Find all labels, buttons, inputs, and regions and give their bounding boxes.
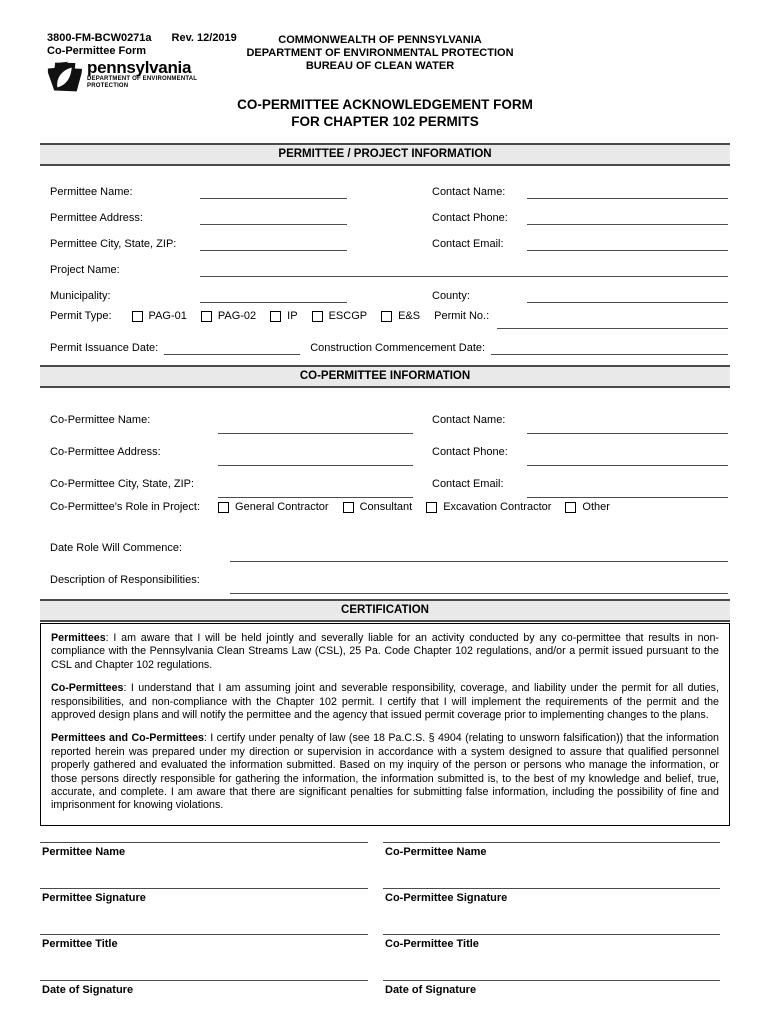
- project-name-label: Project Name:: [50, 264, 120, 276]
- checkbox-other[interactable]: [565, 502, 576, 513]
- consultant-label: Consultant: [359, 500, 413, 513]
- copermittee-city-label: Co-Permittee City, State, ZIP:: [50, 478, 195, 490]
- description-field[interactable]: [230, 591, 728, 594]
- permittee-section: [40, 173, 730, 355]
- title-line-1: CO-PERMITTEE ACKNOWLEDGEMENT FORM: [237, 97, 533, 112]
- permittee-title-label: Permittee Title: [42, 937, 118, 950]
- checkbox-excavation-contractor[interactable]: [426, 502, 437, 513]
- other-label: Other: [582, 500, 610, 513]
- copermittee-contact-email-field[interactable]: [527, 495, 728, 498]
- checkbox-escgp[interactable]: [312, 311, 323, 322]
- section-heading-permittee-project: PERMITTEE / PROJECT INFORMATION: [40, 143, 730, 166]
- checkbox-consultant[interactable]: [343, 502, 354, 513]
- permit-no-field[interactable]: [497, 326, 728, 329]
- row-date-role-commence: [40, 523, 730, 555]
- copermittee-address-field[interactable]: [218, 463, 413, 466]
- permittee-address-label: Permittee Address:: [50, 212, 143, 224]
- permittee-name-signature-line[interactable]: [40, 842, 368, 858]
- certification-paragraph-copermittees: [51, 682, 719, 722]
- form-number-line: [47, 32, 237, 45]
- logo-text: [87, 60, 197, 90]
- copermittee-section: [40, 395, 730, 587]
- option-excavation-contractor: [426, 501, 551, 514]
- copermittee-contact-name-label: Contact Name:: [432, 414, 506, 426]
- permittee-signature-line[interactable]: [40, 888, 368, 904]
- permit-issuance-date-label: Permit Issuance Date:: [50, 342, 159, 354]
- cert-text-both: : I certify under penalty of law (see 18 Pa.C.S. § 4904 (relating to unsworn falsification)) that the information reported herein was prepared under my direction or supervision in accordance with a system designed to assure that qualified personnel properly gathered and evaluated the information submitted. Based on my inquiry of the person or persons who manage the information, or those persons directly responsible for gathering the information, the information submitted is, to the best of my knowledge and belief, true, accurate, and complete. I am aware that there are significant penalties for submitting false information, including the possibility of fine and imprisonment for knowing violations.: [51, 732, 719, 812]
- permittee-city-label: Permittee City, State, ZIP:: [50, 238, 177, 250]
- municipality-field[interactable]: [200, 300, 347, 303]
- pa-keystone-leaf-icon: [47, 60, 83, 94]
- copermittee-name-label: Co-Permittee Name:: [50, 414, 151, 426]
- option-pag-01: [132, 310, 187, 323]
- date-role-commence-label: Date Role Will Commence:: [50, 542, 183, 554]
- copermittee-date-line[interactable]: [383, 980, 720, 996]
- construction-commencement-date-label: Construction Commencement Date:: [310, 342, 486, 354]
- checkbox-pag-02[interactable]: [201, 311, 212, 322]
- copermittee-contact-phone-label: Contact Phone:: [432, 446, 508, 458]
- signature-area: [40, 842, 720, 1024]
- agency-line-1: COMMONWEALTH OF PENNSYLVANIA: [278, 34, 482, 46]
- row-project-name: [40, 251, 730, 277]
- permittee-city-field[interactable]: [200, 248, 347, 251]
- option-es: [381, 310, 420, 323]
- logo-brand-text: pennsylvania: [87, 58, 192, 77]
- pa-dep-logo: [47, 60, 237, 94]
- copermittee-name-field[interactable]: [218, 431, 413, 434]
- cert-lead-copermittees: Co-Permittees: [51, 682, 124, 695]
- permittee-address-field[interactable]: [200, 222, 347, 225]
- permittee-date-line[interactable]: [40, 980, 368, 996]
- section-heading-copermittee: CO-PERMITTEE INFORMATION: [40, 365, 730, 388]
- permittee-signature-label: Permittee Signature: [42, 891, 146, 904]
- checkbox-general-contractor[interactable]: [218, 502, 229, 513]
- permittee-signature-column: [40, 842, 368, 1024]
- cert-text-copermittees: : I understand that I am assuming joint and severable responsibility, coverage, and liability under the permit for all duties, responsibilities, and non-compliance with the Chapter 102 permit. I certify that I will implement the requirements of the permit and the approved design plans and will notify the permittee and the agency that issued permit coverage prior to implementing changes to the plans.: [51, 682, 719, 722]
- option-other: [565, 501, 610, 514]
- contact-phone-label: Contact Phone:: [432, 212, 508, 224]
- checkbox-es[interactable]: [381, 311, 392, 322]
- logo-sub-text-2: PROTECTION: [87, 83, 129, 89]
- county-field[interactable]: [527, 300, 728, 303]
- copermittee-title-label: Co-Permittee Title: [385, 937, 479, 950]
- row-permit-type: [40, 303, 730, 329]
- certification-paragraph-both: [51, 732, 719, 812]
- construction-commencement-date-field[interactable]: [491, 352, 728, 355]
- copermittee-contact-email-label: Contact Email:: [432, 478, 504, 490]
- project-name-field[interactable]: [200, 274, 728, 277]
- row-permit-dates: [40, 329, 730, 355]
- certification-box: [40, 623, 730, 826]
- option-general-contractor: [218, 501, 329, 514]
- row-permittee-city: [40, 225, 730, 251]
- agency-header: [225, 34, 535, 73]
- description-label: Description of Responsibilities:: [50, 574, 200, 586]
- copermittee-signature-label: Co-Permittee Signature: [385, 891, 508, 904]
- copermittee-date-label: Date of Signature: [385, 983, 477, 996]
- permit-issuance-date-field[interactable]: [164, 352, 300, 355]
- permit-type-label: Permit Type:: [50, 309, 112, 322]
- option-ip: [270, 310, 297, 323]
- row-permittee-name: [40, 173, 730, 199]
- form-type-label: Co-Permittee Form: [47, 45, 147, 57]
- general-contractor-label: General Contractor: [235, 500, 329, 513]
- permittee-date-label: Date of Signature: [42, 983, 134, 996]
- row-municipality: [40, 277, 730, 303]
- certification-paragraph-permittees: [51, 632, 719, 672]
- permittee-name-sig-label: Permittee Name: [42, 845, 126, 858]
- permittee-contact-phone-field[interactable]: [527, 222, 728, 225]
- copermittee-signature-line[interactable]: [383, 888, 720, 904]
- permittee-name-field[interactable]: [200, 196, 347, 199]
- contact-name-label: Contact Name:: [432, 186, 506, 198]
- copermittee-address-label: Co-Permittee Address:: [50, 446, 161, 458]
- permittee-contact-email-field[interactable]: [527, 248, 728, 251]
- permittee-contact-name-field[interactable]: [527, 196, 728, 199]
- copermittee-name-signature-line[interactable]: [383, 842, 720, 858]
- contact-email-label: Contact Email:: [432, 238, 504, 250]
- title-line-2: FOR CHAPTER 102 PERMITS: [291, 114, 479, 129]
- cert-text-permittees: : I am aware that I will be held jointly and severally liable for an activity conducted by any co-permittee that results in non-compliance with the Pennsylvania Clean Streams Law (CSL), 25 Pa. Code Chapter 102 regulations, and/or a permit issued pursuant to the CSL and Chapter 102 regulations.: [51, 632, 719, 671]
- agency-line-3: BUREAU OF CLEAN WATER: [305, 60, 455, 72]
- copermittee-role-label: Co-Permittee's Role in Project:: [50, 500, 201, 513]
- cert-lead-both: Permittees and Co-Permittees: [51, 732, 204, 745]
- ip-label: IP: [287, 309, 298, 322]
- pag-02-label: PAG-02: [217, 309, 257, 322]
- copermittee-contact-phone-field[interactable]: [527, 463, 728, 466]
- row-permittee-address: [40, 199, 730, 225]
- permittee-name-label: Permittee Name:: [50, 186, 133, 198]
- escgp-label: ESCGP: [328, 309, 368, 322]
- copermittee-title-line[interactable]: [383, 934, 720, 950]
- date-role-commence-field[interactable]: [230, 559, 728, 562]
- header: [0, 0, 770, 96]
- header-left: [47, 32, 237, 94]
- permit-no-label: Permit No.:: [434, 309, 490, 322]
- option-consultant: [343, 501, 413, 514]
- permittee-title-line[interactable]: [40, 934, 368, 950]
- page-title: [0, 96, 770, 130]
- pag-01-label: PAG-01: [148, 309, 187, 322]
- municipality-label: Municipality:: [50, 290, 111, 302]
- agency-line-2: DEPARTMENT OF ENVIRONMENTAL PROTECTION: [246, 47, 514, 59]
- es-label: E&S: [398, 309, 421, 322]
- cert-lead-permittees: Permittees: [51, 632, 106, 644]
- copermittee-name-sig-label: Co-Permittee Name: [385, 845, 487, 858]
- logo-sub-text-1: DEPARTMENT OF ENVIRONMENTAL: [87, 76, 198, 82]
- checkbox-pag-01[interactable]: [132, 311, 143, 322]
- row-copermittee-name: [40, 395, 730, 427]
- form-number: 3800-FM-BCW0271a: [47, 32, 152, 44]
- copermittee-city-field[interactable]: [218, 495, 413, 498]
- checkbox-ip[interactable]: [270, 311, 281, 322]
- copermittee-contact-name-field[interactable]: [527, 431, 728, 434]
- excavation-contractor-label: Excavation Contractor: [443, 500, 552, 513]
- option-escgp: [312, 310, 368, 323]
- copermittee-signature-column: [383, 842, 720, 1024]
- form-revision: Rev. 12/2019: [171, 32, 237, 44]
- option-pag-02: [201, 310, 256, 323]
- section-heading-certification: CERTIFICATION: [40, 599, 730, 622]
- county-label: County:: [432, 290, 470, 302]
